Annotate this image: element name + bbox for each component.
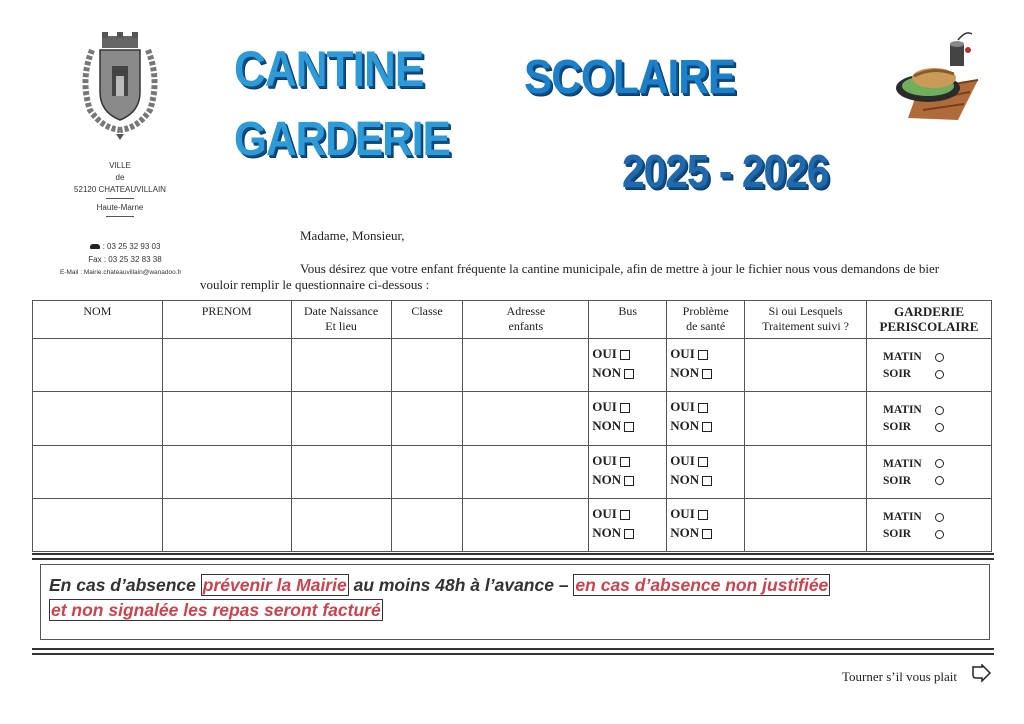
sante-options bbox=[667, 339, 745, 392]
intro-paragraph bbox=[200, 261, 995, 293]
nom-cell[interactable] bbox=[33, 445, 163, 498]
prenom-cell[interactable] bbox=[162, 445, 291, 498]
notice-text-1: En cas d’absence bbox=[49, 575, 201, 595]
adresse-cell[interactable] bbox=[463, 498, 589, 551]
traitement-cell[interactable] bbox=[745, 339, 867, 392]
bus-oui-checkbox[interactable] bbox=[620, 510, 630, 520]
adresse-cell[interactable] bbox=[463, 339, 589, 392]
divider bbox=[32, 653, 994, 655]
title-garderie: GARDERIE bbox=[234, 113, 450, 166]
soir-label: SOIR bbox=[882, 421, 912, 434]
sante-options bbox=[667, 392, 745, 445]
divider bbox=[32, 553, 994, 555]
naissance-cell[interactable] bbox=[291, 498, 391, 551]
table-header-row bbox=[33, 301, 992, 339]
sante-oui-checkbox[interactable] bbox=[698, 510, 708, 520]
title-school-year: 2025 - 2026 bbox=[622, 145, 829, 197]
garderie-options bbox=[866, 392, 991, 445]
matin-radio[interactable] bbox=[935, 406, 944, 415]
bus-oui-checkbox[interactable] bbox=[620, 403, 630, 413]
oui-label: OUI bbox=[670, 399, 695, 415]
adresse-cell[interactable] bbox=[463, 392, 589, 445]
naissance-cell[interactable] bbox=[291, 392, 391, 445]
traitement-cell[interactable] bbox=[745, 498, 867, 551]
non-label: NON bbox=[592, 365, 622, 380]
contact-block bbox=[50, 240, 200, 279]
soir-label: SOIR bbox=[882, 368, 912, 380]
sante-non-checkbox[interactable] bbox=[702, 529, 712, 539]
intro-line-1: Vous désirez que votre enfant fréquente la cantine municipale, afin de mettre à jour le fichier nous vous demandons de bier bbox=[300, 261, 940, 276]
oui-label: OUI bbox=[592, 505, 617, 521]
adresse-cell[interactable] bbox=[463, 445, 589, 498]
notice-highlight-facture: et non signalée les repas seront facturé bbox=[51, 600, 381, 620]
col-header-nom: NOM bbox=[33, 301, 163, 339]
notice-highlight-absence: en cas d’absence non justifiée bbox=[575, 575, 829, 595]
bus-non-checkbox[interactable] bbox=[624, 369, 634, 379]
soir-label: SOIR bbox=[882, 474, 912, 487]
bus-options bbox=[589, 445, 667, 498]
bus-oui-checkbox[interactable] bbox=[620, 457, 630, 467]
oui-label: OUI bbox=[670, 346, 695, 361]
classe-cell[interactable] bbox=[391, 445, 463, 498]
turn-page-arrow-icon bbox=[970, 664, 992, 684]
prenom-cell[interactable] bbox=[162, 339, 291, 392]
classe-cell[interactable] bbox=[391, 339, 463, 392]
classe-cell[interactable] bbox=[391, 392, 463, 445]
oui-label: OUI bbox=[592, 399, 617, 415]
divider bbox=[106, 198, 134, 199]
garderie-options bbox=[866, 445, 991, 498]
non-label: NON bbox=[592, 524, 622, 540]
non-label: NON bbox=[670, 418, 700, 434]
divider bbox=[32, 558, 994, 560]
bus-oui-checkbox[interactable] bbox=[620, 350, 630, 360]
soir-label: SOIR bbox=[882, 527, 912, 540]
soir-radio[interactable] bbox=[935, 370, 944, 379]
absence-notice bbox=[40, 564, 990, 642]
nom-cell[interactable] bbox=[33, 392, 163, 445]
bus-non-checkbox[interactable] bbox=[624, 529, 634, 539]
sante-non-checkbox[interactable] bbox=[702, 476, 712, 486]
fax-number: Fax : 03 25 32 83 38 bbox=[88, 255, 162, 264]
non-label: NON bbox=[670, 365, 700, 380]
divider bbox=[32, 648, 994, 650]
notice-text-2: au moins 48h à l’avance – bbox=[348, 575, 574, 595]
sante-options bbox=[667, 498, 745, 551]
nom-cell[interactable] bbox=[33, 498, 163, 551]
title-cantine: CANTINE bbox=[234, 41, 424, 97]
municipality-block bbox=[40, 160, 200, 220]
oui-label: OUI bbox=[670, 505, 695, 521]
col-header-classe: Classe bbox=[391, 301, 463, 339]
oui-label: OUI bbox=[592, 346, 617, 361]
table-row bbox=[33, 445, 992, 498]
col-header-garderie: GARDERIE PERISCOLAIRE bbox=[866, 301, 991, 339]
soir-radio[interactable] bbox=[935, 530, 944, 539]
matin-radio[interactable] bbox=[935, 353, 944, 362]
bus-non-checkbox[interactable] bbox=[624, 476, 634, 486]
notice-highlight-mairie: prévenir la Mairie bbox=[202, 575, 347, 595]
soir-radio[interactable] bbox=[935, 476, 944, 485]
department-name: Haute-Marne bbox=[96, 203, 144, 212]
bus-non-checkbox[interactable] bbox=[624, 422, 634, 432]
traitement-cell[interactable] bbox=[745, 445, 867, 498]
municipality-name: 52120 CHATEAUVILLAIN bbox=[74, 185, 166, 194]
non-label: NON bbox=[592, 471, 622, 487]
phone-icon bbox=[90, 244, 100, 249]
bus-options bbox=[589, 392, 667, 445]
matin-radio[interactable] bbox=[935, 459, 944, 468]
phone-number: : 03 25 32 93 03 bbox=[102, 242, 161, 251]
bus-options bbox=[589, 339, 667, 392]
prenom-cell[interactable] bbox=[162, 498, 291, 551]
salutation: Madame, Monsieur, bbox=[300, 228, 405, 243]
sante-oui-checkbox[interactable] bbox=[698, 350, 708, 360]
matin-label: MATIN bbox=[882, 510, 922, 523]
matin-radio[interactable] bbox=[935, 513, 944, 522]
coat-of-arms-crest bbox=[72, 30, 168, 142]
col-header-adresse: Adresse enfants bbox=[463, 301, 589, 339]
sante-oui-checkbox[interactable] bbox=[698, 403, 708, 413]
ville-label: VILLE bbox=[109, 161, 131, 170]
col-header-traitement: Si oui Lesquels Traitement suivi ? bbox=[745, 301, 867, 339]
oui-label: OUI bbox=[670, 452, 695, 468]
table-row bbox=[33, 498, 992, 551]
sante-oui-checkbox[interactable] bbox=[698, 457, 708, 467]
meal-clipart-icon bbox=[888, 30, 984, 120]
turn-page-text: Tourner s’il vous plait bbox=[842, 669, 957, 684]
col-header-bus: Bus bbox=[589, 301, 667, 339]
non-label: NON bbox=[670, 471, 700, 487]
col-header-sante: Problème de santé bbox=[667, 301, 745, 339]
col-header-naissance: Date Naissance Et lieu bbox=[291, 301, 391, 339]
matin-label: MATIN bbox=[882, 404, 922, 417]
oui-label: OUI bbox=[592, 452, 617, 468]
col-header-prenom: PRENOM bbox=[162, 301, 291, 339]
table-row bbox=[33, 392, 992, 445]
sante-non-checkbox[interactable] bbox=[702, 369, 712, 379]
ville-de: de bbox=[115, 173, 125, 182]
matin-label: MATIN bbox=[882, 457, 922, 470]
non-label: NON bbox=[670, 524, 700, 540]
garderie-options bbox=[866, 339, 991, 392]
garderie-options bbox=[866, 498, 991, 551]
soir-radio[interactable] bbox=[935, 423, 944, 432]
divider bbox=[106, 216, 134, 217]
intro-line-2: vouloir remplir le questionnaire ci-dessous : bbox=[200, 277, 430, 292]
sante-non-checkbox[interactable] bbox=[702, 422, 712, 432]
matin-label: MATIN bbox=[882, 351, 922, 363]
email-address: E-Mail : Mairie.chateauvillain@wanadoo.fr bbox=[60, 269, 182, 276]
prenom-cell[interactable] bbox=[162, 392, 291, 445]
non-label: NON bbox=[592, 418, 622, 434]
traitement-cell[interactable] bbox=[745, 392, 867, 445]
nom-cell[interactable] bbox=[33, 339, 163, 392]
title-scolaire: SCOLAIRE bbox=[524, 51, 736, 104]
table-row bbox=[33, 339, 992, 392]
classe-cell[interactable] bbox=[391, 498, 463, 551]
naissance-cell[interactable] bbox=[291, 445, 391, 498]
bus-options bbox=[589, 498, 667, 551]
questionnaire-table bbox=[32, 300, 992, 552]
sante-options bbox=[667, 445, 745, 498]
naissance-cell[interactable] bbox=[291, 339, 391, 392]
